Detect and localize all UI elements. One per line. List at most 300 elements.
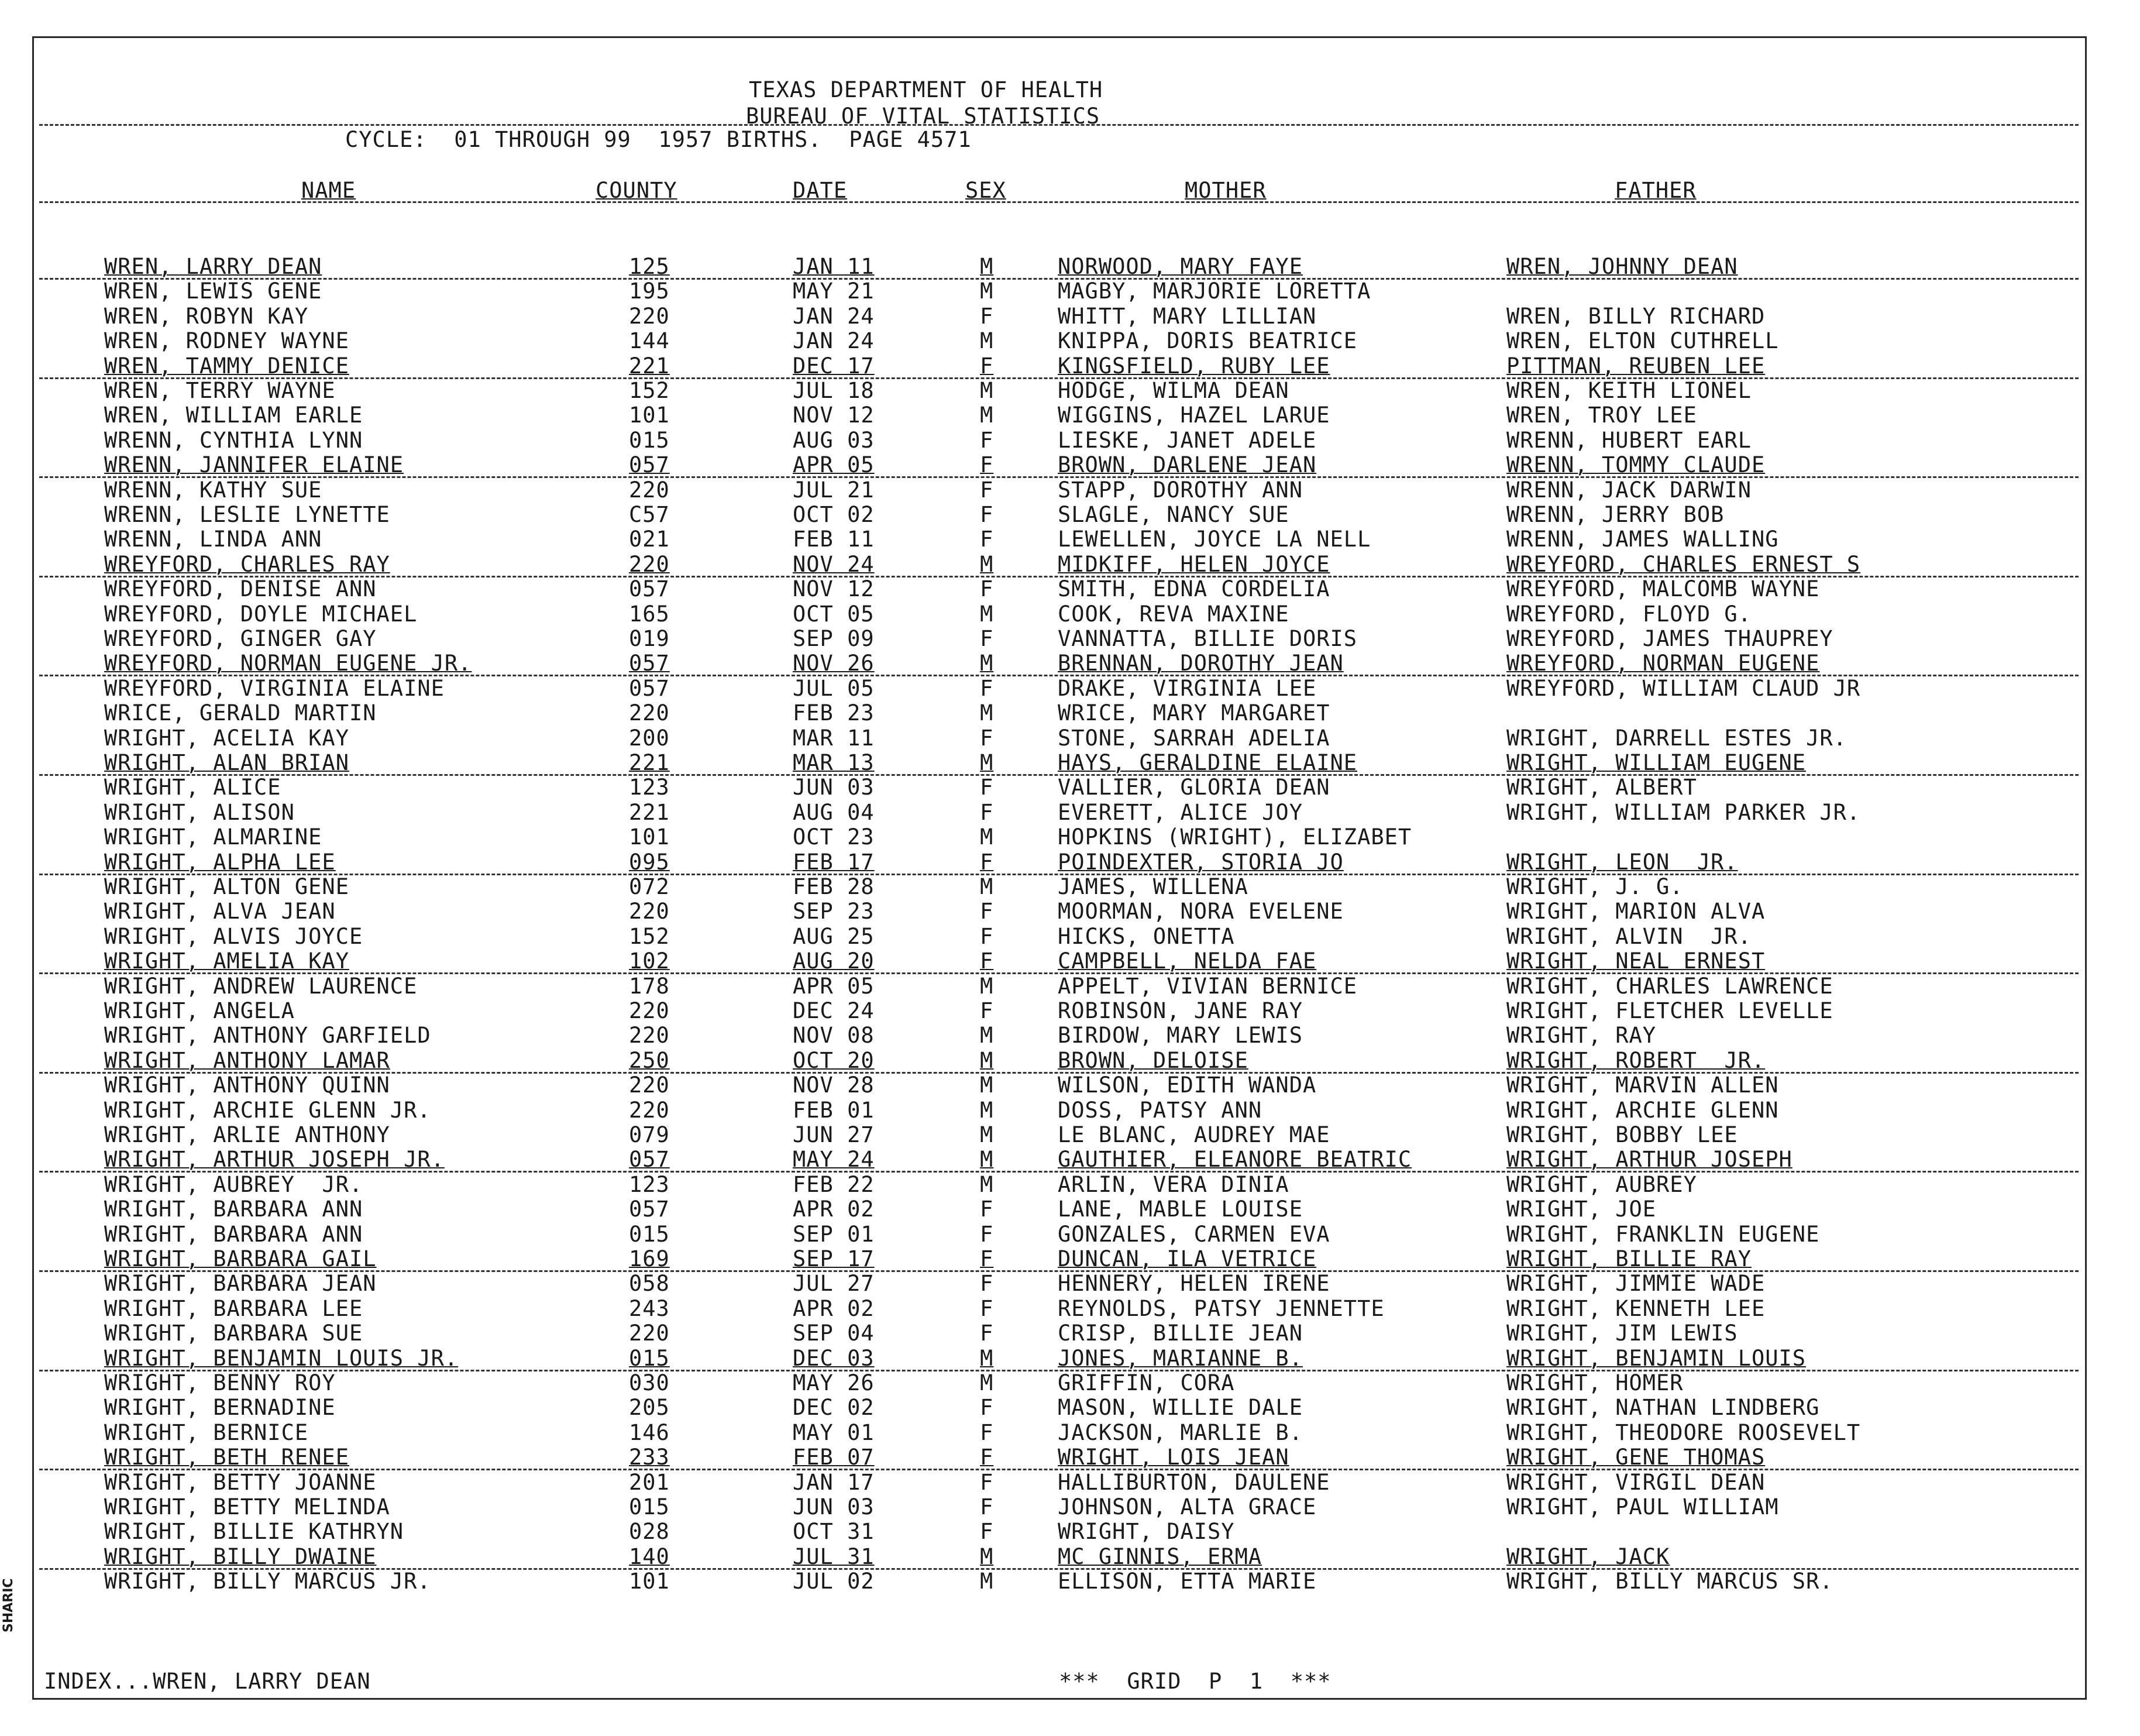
record-mother: LIESKE, JANET ADELE [1058,427,1317,453]
record-mother: KINGSFIELD, RUBY LEE [1058,353,1330,379]
record-mother: WIGGINS, HAZEL LARUE [1058,403,1330,428]
record-name: WRIGHT, ALPHA LEE [104,849,336,875]
record-row [0,578,2106,603]
record-father: WRIGHT, CHARLES LAWRENCE [1506,973,1833,999]
record-sex: M [980,1345,994,1371]
record-date: FEB 17 [793,849,875,875]
record-row [0,1570,2106,1595]
record-name: WRIGHT, ANTHONY QUINN [104,1072,390,1098]
record-date: FEB 01 [793,1097,875,1123]
record-sex: M [980,973,994,999]
record-father: WRIGHT, ALBERT [1506,775,1697,800]
record-name: WREN, LEWIS GENE [104,279,322,304]
record-date: FEB 07 [793,1445,875,1470]
record-county: 057 [629,675,670,701]
record-row [0,702,2106,727]
record-sex: F [980,775,994,800]
record-sex: F [980,1519,994,1545]
record-date: DEC 17 [793,353,875,379]
record-name: WRICE, GERALD MARTIN [104,700,377,726]
record-mother: LANE, MABLE LOUISE [1058,1197,1303,1222]
record-row [0,256,2106,280]
record-father: WRENN, JAMES WALLING [1506,527,1779,552]
record-row [0,675,2106,702]
record-name: WRIGHT, BETTY MELINDA [104,1494,390,1520]
record-date: JUL 31 [793,1544,875,1569]
record-row [0,1347,2106,1372]
record-county: 072 [629,874,670,899]
record-date: JUL 27 [793,1271,875,1297]
record-county: 146 [629,1419,670,1445]
record-county: 057 [629,452,670,478]
record-county: 095 [629,849,670,875]
record-name: WRIGHT, ANTHONY GARFIELD [104,1023,431,1049]
record-row [0,776,2106,801]
record-date: NOV 12 [793,576,875,602]
record-sex: F [980,923,994,949]
record-mother: SMITH, EDNA CORDELIA [1058,576,1330,602]
record-row [0,950,2106,975]
record-mother: WRIGHT, LOIS JEAN [1058,1445,1289,1470]
record-sex: F [980,1494,994,1520]
record-date: MAY 26 [793,1370,875,1395]
record-sex: M [980,1072,994,1098]
record-row [0,429,2106,454]
record-date: NOV 08 [793,1023,875,1049]
record-sex: M [980,874,994,899]
record-mother: ELLISON, ETTA MARIE [1058,1569,1317,1594]
record-father: WRIGHT, AUBREY [1506,1171,1697,1197]
header-cycle: CYCLE: 01 THROUGH 99 1957 BIRTHS. PAGE 4571 [345,127,972,152]
record-sex: F [980,1246,994,1271]
record-county: 152 [629,378,670,403]
record-name: WRIGHT, BARBARA SUE [104,1321,363,1346]
record-father: WREYFORD, CHARLES ERNEST S [1506,551,1861,577]
record-name: WREYFORD, DOYLE MICHAEL [104,601,418,627]
record-mother: COOK, REVA MAXINE [1058,601,1289,627]
record-row [0,1469,2106,1496]
column-header-row [0,180,2106,204]
record-mother: HALLIBURTON, DAULENE [1058,1469,1330,1495]
record-name: WREN, WILLIAM EARLE [104,403,363,428]
record-row [0,826,2106,851]
record-name: WRIGHT, ANGELA [104,998,295,1023]
record-date: APR 05 [793,452,875,478]
record-sex: F [980,1221,994,1247]
record-sex: F [980,303,994,329]
record-county: 220 [629,477,670,503]
record-mother: MOORMAN, NORA EVELENE [1058,899,1344,924]
record-name: WRIGHT, BERNADINE [104,1395,336,1421]
record-sex: F [980,998,994,1023]
record-mother: WILSON, EDITH WANDA [1058,1072,1317,1098]
footer-index: INDEX...WREN, LARRY DEAN [44,1669,371,1694]
record-sex: M [980,1097,994,1123]
record-row [0,1025,2106,1049]
record-date: JUN 03 [793,775,875,800]
record-county: 220 [629,998,670,1023]
record-sex: M [980,328,994,354]
record-county: 221 [629,799,670,825]
record-mother: POINDEXTER, STORIA JO [1058,849,1344,875]
record-name: WRENN, KATHY SUE [104,477,322,503]
record-name: WRIGHT, BARBARA ANN [104,1221,363,1247]
record-name: WRIGHT, BETH RENEE [104,1445,349,1470]
record-name: WREN, ROBYN KAY [104,303,309,329]
record-mother: HAYS, GERALDINE ELAINE [1058,750,1358,775]
record-county: 019 [629,626,670,651]
record-mother: DOSS, PATSY ANN [1058,1097,1262,1123]
record-father: WRIGHT, MARVIN ALLEN [1506,1072,1779,1098]
record-mother: CAMPBELL, NELDA FAE [1058,948,1317,974]
record-father: WRIGHT, JOE [1506,1197,1657,1222]
record-row [0,1149,2106,1173]
record-sex: M [980,1569,994,1594]
record-date: MAY 24 [793,1147,875,1173]
record-date: JUL 18 [793,378,875,403]
record-county: 205 [629,1395,670,1421]
record-sex: F [980,626,994,651]
record-county: 195 [629,279,670,304]
record-sex: F [980,1395,994,1421]
record-mother: HENNERY, HELEN IRENE [1058,1271,1330,1297]
record-mother: MC GINNIS, ERMA [1058,1544,1262,1569]
record-county: 220 [629,700,670,726]
record-mother: EVERETT, ALICE JOY [1058,799,1303,825]
record-county: 123 [629,1171,670,1197]
record-date: JUL 02 [793,1569,875,1594]
record-county: 102 [629,948,670,974]
record-county: 015 [629,1494,670,1520]
header-title: TEXAS DEPARTMENT OF HEALTH [749,77,1103,102]
record-father: WRIGHT, NEAL ERNEST [1506,948,1766,974]
record-mother: VANNATTA, BILLIE DORIS [1058,626,1358,651]
record-row [0,752,2106,776]
record-sex: F [980,948,994,974]
side-label: SHARIC [1,1578,16,1632]
record-date: OCT 02 [793,502,875,527]
record-row [0,1546,2106,1570]
record-county: 125 [629,254,670,279]
record-mother: GRIFFIN, CORA [1058,1370,1235,1395]
record-county: 250 [629,1047,670,1073]
record-mother: APPELT, VIVIAN BERNICE [1058,973,1358,999]
record-county: 233 [629,1445,670,1470]
record-sex: M [980,1122,994,1147]
record-father: WRIGHT, VIRGIL DEAN [1506,1469,1766,1495]
record-row [0,454,2106,479]
record-row [0,1198,2106,1223]
record-row [0,628,2106,652]
record-mother: BROWN, DELOISE [1058,1047,1248,1073]
record-father: WRIGHT, WILLIAM EUGENE [1506,750,1807,775]
record-county: C57 [629,502,670,527]
record-county: 057 [629,1147,670,1173]
record-father: WREYFORD, NORMAN EUGENE [1506,651,1820,676]
record-date: APR 02 [793,1295,875,1321]
record-county: 101 [629,1569,670,1594]
record-mother: KNIPPA, DORIS BEATRICE [1058,328,1358,354]
record-county: 243 [629,1295,670,1321]
record-name: WRIGHT, ANDREW LAURENCE [104,973,418,999]
record-row [0,900,2106,925]
record-date: AUG 03 [793,427,875,453]
record-date: MAY 21 [793,279,875,304]
record-row [0,1372,2106,1397]
record-mother: MIDKIFF, HELEN JOYCE [1058,551,1330,577]
record-father: WRIGHT, GENE THOMAS [1506,1445,1766,1470]
record-name: WRIGHT, ALISON [104,799,295,825]
record-date: AUG 25 [793,923,875,949]
record-county: 178 [629,973,670,999]
record-sex: M [980,824,994,850]
record-name: WRENN, LESLIE LYNETTE [104,502,390,527]
record-name: WRIGHT, BILLY DWAINE [104,1544,377,1569]
record-sex: M [980,1544,994,1569]
record-name: WRIGHT, ALVA JEAN [104,899,336,924]
record-father: WRIGHT, BOBBY LEE [1506,1122,1738,1147]
record-sex: M [980,1047,994,1073]
record-mother: CRISP, BILLIE JEAN [1058,1321,1303,1346]
record-row [0,1124,2106,1149]
record-date: FEB 22 [793,1171,875,1197]
record-county: 123 [629,775,670,800]
record-county: 169 [629,1246,670,1271]
record-father: WREYFORD, MALCOMB WAYNE [1506,576,1820,602]
record-sex: F [980,1445,994,1470]
record-name: WREYFORD, DENISE ANN [104,576,377,602]
record-sex: F [980,799,994,825]
record-father: WRIGHT, ALVIN JR. [1506,923,1752,949]
record-name: WREN, RODNEY WAYNE [104,328,349,354]
record-mother: MASON, WILLIE DALE [1058,1395,1303,1421]
record-date: MAR 13 [793,750,875,775]
record-father: WRIGHT, KENNETH LEE [1506,1295,1766,1321]
record-county: 152 [629,923,670,949]
record-mother: NORWOOD, MARY FAYE [1058,254,1303,279]
record-date: NOV 28 [793,1072,875,1098]
record-county: 101 [629,403,670,428]
header-bureau: BUREAU OF VITAL STATISTICS [746,104,1100,129]
record-county: 057 [629,1197,670,1222]
record-row [0,1322,2106,1347]
record-name: WRIGHT, BARBARA JEAN [104,1271,377,1297]
record-sex: F [980,675,994,701]
record-county: 221 [629,750,670,775]
record-row [0,799,2106,826]
record-sex: F [980,1321,994,1346]
record-mother: GONZALES, CARMEN EVA [1058,1221,1330,1247]
record-date: OCT 05 [793,601,875,627]
record-row [0,1000,2106,1025]
record-name: WREYFORD, GINGER GAY [104,626,377,651]
record-date: FEB 11 [793,527,875,552]
record-father: WREN, TROY LEE [1506,403,1697,428]
record-mother: ROBINSON, JANE RAY [1058,998,1303,1023]
record-date: JUN 27 [793,1122,875,1147]
record-row [0,727,2106,752]
record-father: WRIGHT, FLETCHER LEVELLE [1506,998,1833,1023]
record-county: 015 [629,1221,670,1247]
record-row [0,1521,2106,1545]
record-county: 221 [629,353,670,379]
record-date: SEP 17 [793,1246,875,1271]
record-father: WRIGHT, NATHAN LINDBERG [1506,1395,1820,1421]
record-county: 079 [629,1122,670,1147]
record-county: 200 [629,725,670,751]
record-row [0,1047,2106,1074]
header-separator [39,124,2079,126]
record-row [0,1273,2106,1297]
record-date: NOV 26 [793,651,875,676]
record-date: AUG 04 [793,799,875,825]
record-sex: M [980,1171,994,1197]
record-date: JAN 17 [793,1469,875,1495]
record-name: WREYFORD, NORMAN EUGENE JR. [104,651,472,676]
record-mother: BROWN, DARLENE JEAN [1058,452,1317,478]
record-county: 021 [629,527,670,552]
record-county: 144 [629,328,670,354]
record-mother: WRIGHT, DAISY [1058,1519,1235,1545]
record-row [0,1223,2106,1248]
record-name: WRIGHT, BILLIE KATHRYN [104,1519,404,1545]
record-row [0,1397,2106,1421]
record-date: MAR 11 [793,725,875,751]
record-father: WRIGHT, JIMMIE WADE [1506,1271,1766,1297]
record-county: 220 [629,1321,670,1346]
record-sex: F [980,1419,994,1445]
column-header-separator [39,201,2079,203]
record-sex: F [980,725,994,751]
record-county: 140 [629,1544,670,1569]
column-header-sex: SEX [965,178,1006,203]
record-name: WRIGHT, ACELIA KAY [104,725,349,751]
record-sex: M [980,1370,994,1395]
record-mother: WRICE, MARY MARGARET [1058,700,1330,726]
record-row [0,355,2106,380]
record-father: WRIGHT, THEODORE ROOSEVELT [1506,1419,1861,1445]
record-row [0,479,2106,504]
record-date: SEP 09 [793,626,875,651]
record-name: WRENN, CYNTHIA LYNN [104,427,363,453]
record-name: WREN, TAMMY DENICE [104,353,349,379]
record-sex: F [980,849,994,875]
record-sex: F [980,353,994,379]
record-father: WREYFORD, FLOYD G. [1506,601,1752,627]
record-county: 057 [629,651,670,676]
record-mother: DRAKE, VIRGINIA LEE [1058,675,1317,701]
record-father: WRIGHT, ROBERT JR. [1506,1047,1766,1073]
record-name: WRIGHT, BERNICE [104,1419,309,1445]
record-sex: F [980,1271,994,1297]
record-row [0,330,2106,355]
record-sex: F [980,477,994,503]
record-row [0,504,2106,528]
record-name: WRIGHT, BARBARA GAIL [104,1246,377,1271]
record-father: WRIGHT, PAUL WILLIAM [1506,1494,1779,1520]
record-mother: STAPP, DOROTHY ANN [1058,477,1303,503]
record-father: WRENN, TOMMY CLAUDE [1506,452,1766,478]
record-date: JUL 21 [793,477,875,503]
record-father: WREN, KEITH LIONEL [1506,378,1752,403]
record-name: WRENN, JANNIFER ELAINE [104,452,404,478]
record-sex: F [980,527,994,552]
record-name: WRIGHT, AMELIA KAY [104,948,349,974]
record-sex: F [980,427,994,453]
record-county: 028 [629,1519,670,1545]
record-county: 220 [629,1023,670,1049]
record-father: WRIGHT, JACK [1506,1544,1670,1569]
record-father: WRENN, JACK DARWIN [1506,477,1752,503]
record-name: WRIGHT, ARLIE ANTHONY [104,1122,390,1147]
record-mother: JAMES, WILLENA [1058,874,1248,899]
record-sex: F [980,899,994,924]
record-mother: HICKS, ONETTA [1058,923,1235,949]
record-mother: BIRDOW, MARY LEWIS [1058,1023,1303,1049]
record-name: WRIGHT, BARBARA ANN [104,1197,363,1222]
record-date: OCT 20 [793,1047,875,1073]
record-father: WRIGHT, FRANKLIN EUGENE [1506,1221,1820,1247]
record-name: WRIGHT, BILLY MARCUS JR. [104,1569,431,1594]
record-row [0,1171,2106,1198]
record-name: WREYFORD, CHARLES RAY [104,551,390,577]
record-row [0,1446,2106,1471]
record-sex: M [980,601,994,627]
record-sex: M [980,700,994,726]
record-name: WRENN, LINDA ANN [104,527,322,552]
record-sex: M [980,279,994,304]
record-mother: SLAGLE, NANCY SUE [1058,502,1289,527]
record-father: PITTMAN, REUBEN LEE [1506,353,1766,379]
record-father: WRIGHT, LEON JR. [1506,849,1738,875]
record-county: 220 [629,1097,670,1123]
record-county: 101 [629,824,670,850]
record-date: OCT 31 [793,1519,875,1545]
record-sex: F [980,1295,994,1321]
record-sex: M [980,378,994,403]
record-name: WREN, TERRY WAYNE [104,378,336,403]
record-date: DEC 02 [793,1395,875,1421]
record-name: WRIGHT, AUBREY JR. [104,1171,363,1197]
record-mother: WHITT, MARY LILLIAN [1058,303,1317,329]
record-sex: F [980,502,994,527]
record-date: JAN 24 [793,303,875,329]
record-name: WRIGHT, ALMARINE [104,824,322,850]
record-father: WREYFORD, JAMES THAUPREY [1506,626,1833,651]
record-row [0,975,2106,1000]
record-date: SEP 04 [793,1321,875,1346]
record-date: MAY 01 [793,1419,875,1445]
record-name: WREYFORD, VIRGINIA ELAINE [104,675,445,701]
record-name: WRIGHT, ALVIS JOYCE [104,923,363,949]
record-sex: M [980,1147,994,1173]
record-name: WRIGHT, BETTY JOANNE [104,1469,377,1495]
record-mother: DUNCAN, ILA VETRICE [1058,1246,1317,1271]
record-row [0,1099,2106,1124]
record-father: WRIGHT, RAY [1506,1023,1657,1049]
record-name: WRIGHT, BARBARA LEE [104,1295,363,1321]
record-father: WREN, JOHNNY DEAN [1506,254,1738,279]
record-sex: F [980,452,994,478]
record-father: WRIGHT, BILLIE RAY [1506,1246,1752,1271]
record-date: JUL 05 [793,675,875,701]
record-county: 015 [629,1345,670,1371]
record-father: WREYFORD, WILLIAM CLAUD JR [1506,675,1861,701]
record-father: WRENN, HUBERT EARL [1506,427,1752,453]
record-name: WRIGHT, ARCHIE GLENN JR. [104,1097,431,1123]
record-mother: JACKSON, MARLIE B. [1058,1419,1303,1445]
record-row [0,280,2106,305]
